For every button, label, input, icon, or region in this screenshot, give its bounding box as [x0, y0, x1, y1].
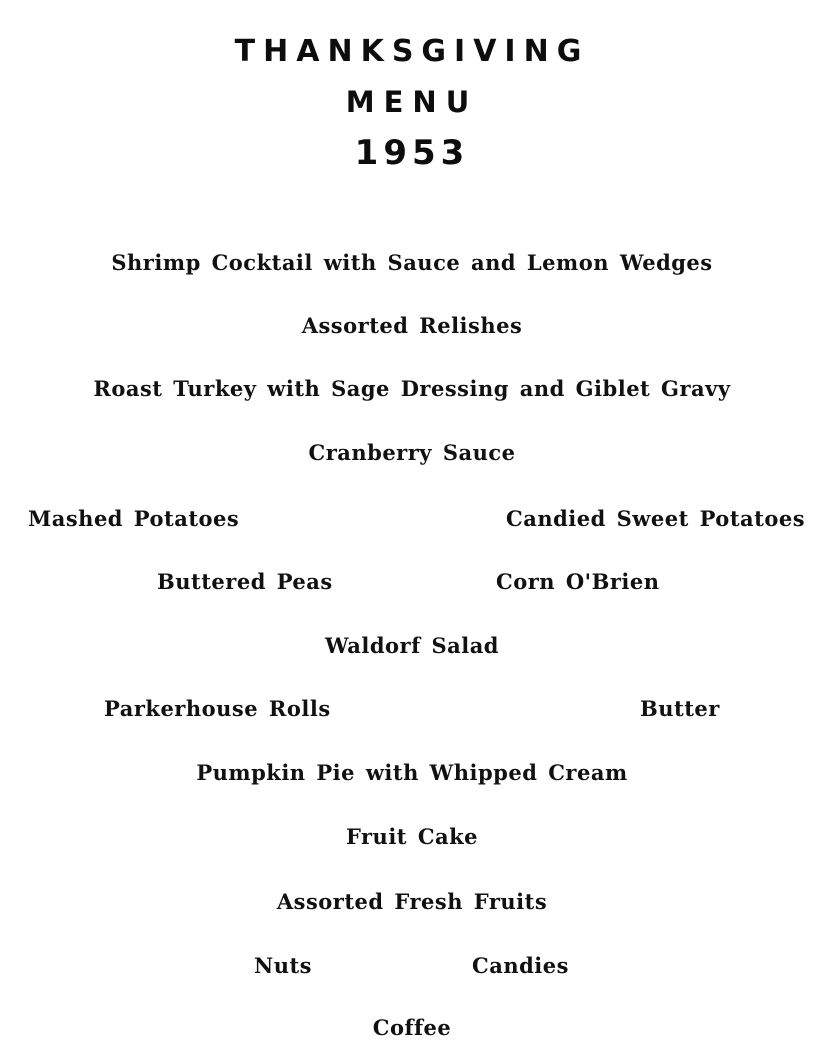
menu-item-roast-turkey: Roast Turkey with Sage Dressing and Giblet Gravy — [93, 376, 731, 401]
menu-item-shrimp-cocktail: Shrimp Cocktail with Sauce and Lemon Wedges — [111, 250, 713, 275]
menu-item-pumpkin-pie: Pumpkin Pie with Whipped Cream — [196, 760, 628, 785]
menu-item-assorted-relishes: Assorted Relishes — [301, 313, 523, 338]
menu-item-candied-sweet-potatoes: Candied Sweet Potatoes — [506, 506, 806, 531]
menu-item-fresh-fruits: Assorted Fresh Fruits — [276, 889, 548, 914]
menu-item-corn-obrien: Corn O'Brien — [496, 569, 660, 594]
menu-item-mashed-potatoes: Mashed Potatoes — [28, 506, 240, 531]
menu-item-nuts: Nuts — [254, 953, 312, 978]
menu-item-candies: Candies — [472, 953, 569, 978]
menu-item-coffee: Coffee — [372, 1015, 452, 1040]
menu-item-fruit-cake: Fruit Cake — [345, 824, 479, 849]
menu-item-buttered-peas: Buttered Peas — [157, 569, 333, 594]
menu-item-butter: Butter — [640, 696, 720, 721]
menu-item-parkerhouse-rolls: Parkerhouse Rolls — [104, 696, 331, 721]
menu-title-year: 1953 — [354, 133, 470, 173]
menu-title-line-1: THANKSGIVING — [234, 34, 590, 69]
menu-title-line-2: MENU — [345, 85, 479, 119]
menu-item-waldorf-salad: Waldorf Salad — [325, 633, 499, 658]
menu-item-cranberry-sauce: Cranberry Sauce — [308, 440, 516, 465]
